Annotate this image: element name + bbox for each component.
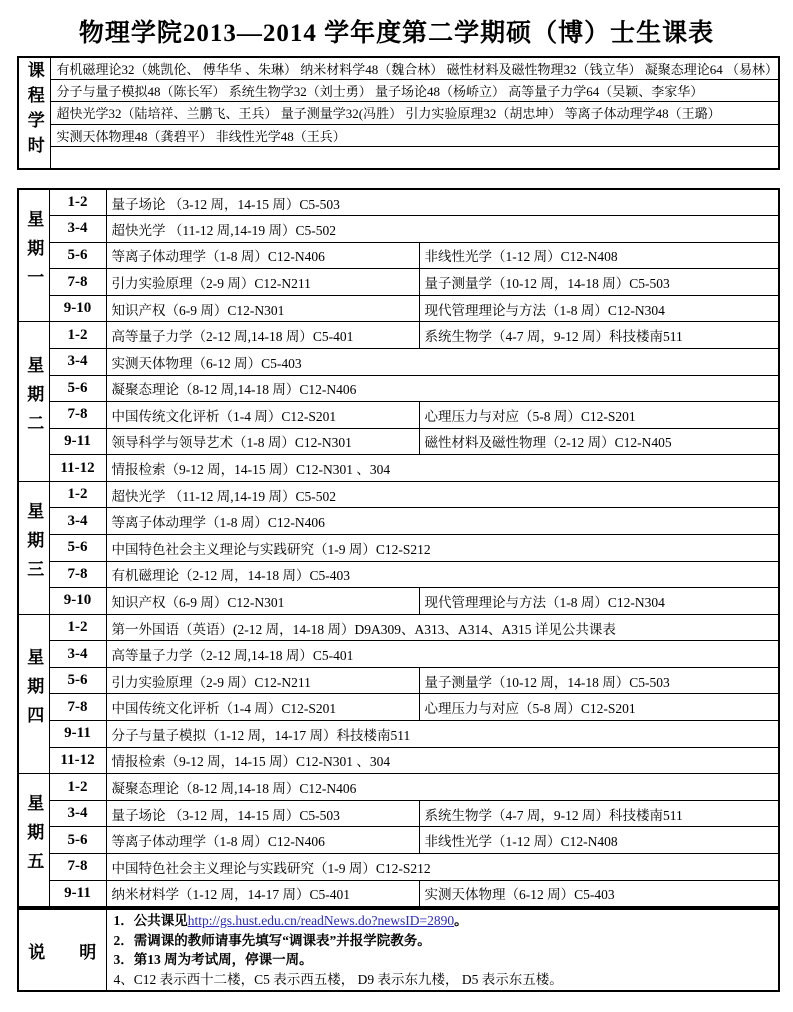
note-line-1 [114,911,775,931]
note-1-prefix: 1．公共课见 [113,913,188,928]
course-cell: 第一外国语（英语）(2-12 周，14-18 周）D9A309、A313、A314、A315 详见公共课表 [106,614,779,641]
day-cell-thursday [18,614,49,773]
course-cell: 中国传统文化评析（1-4 周）C12-S201 [106,402,419,429]
period-cell: 9-11 [49,880,106,907]
period-cell: 9-10 [49,295,106,322]
course-cell: 凝聚态理论（8-12 周,14-18 周）C12-N406 [106,774,779,801]
table-row [18,694,779,721]
table-row [18,124,779,146]
table-row [18,747,779,774]
course-cell: 有机磁理论（2-12 周，14-18 周）C5-403 [106,561,779,588]
course-hours-row: 分子与量子模拟48（陈长军） 系统生物学32（刘士勇） 量子场论48（杨峤立） 高等量子力学64（吴颖、李家华） [50,79,779,101]
period-cell: 3-4 [49,508,106,535]
day-label: 星期四 [24,647,44,735]
course-cell: 实测天体物理（6-12 周）C5-403 [419,880,779,907]
course-cell: 凝聚态理论（8-12 周,14-18 周）C12-N406 [106,375,779,402]
day-label: 星期五 [24,794,44,882]
course-hours-header-cell [18,57,50,169]
course-cell: 心理压力与对应（5-8 周）C12-S201 [419,694,779,721]
course-cell: 纳米材料学（1-12 周，14-17 周）C5-401 [106,880,419,907]
course-hours-row [50,147,779,169]
public-course-link[interactable]: http://gs.hust.edu.cn/readNews.do?newsID=2890 [187,913,455,928]
course-cell: 等离子体动理学（1-8 周）C12-N406 [106,827,419,854]
table-row [18,909,779,991]
course-cell: 量子场论 （3-12 周，14-15 周）C5-503 [106,800,419,827]
table-row [18,79,779,101]
period-cell: 5-6 [49,375,106,402]
course-cell: 现代管理理论与方法（1-8 周）C12-N304 [419,295,779,322]
course-cell: 知识产权（6-9 周）C12-N301 [106,588,419,615]
course-cell: 等离子体动理学（1-8 周）C12-N406 [106,242,419,269]
table-row [18,375,779,402]
table-row [18,721,779,748]
notes-table [17,908,780,992]
period-cell: 9-10 [49,588,106,615]
table-row [18,147,779,169]
course-cell: 中国特色社会主义理论与实践研究（1-9 周）C12-S212 [106,853,779,880]
course-cell: 磁性材料及磁性物理（2-12 周）C12-N405 [419,428,779,455]
course-cell: 现代管理理论与方法（1-8 周）C12-N304 [419,588,779,615]
note-line-4: 4、C12 表示西十二楼，C5 表示西五楼， D9 表示东九楼， D5 表示东五楼。 [113,971,563,987]
table-row [18,57,779,79]
course-cell: 非线性光学（1-12 周）C12-N408 [419,242,779,269]
course-cell: 知识产权（6-9 周）C12-N301 [106,295,419,322]
table-row [18,402,779,429]
day-cell-friday [18,774,49,907]
period-cell: 7-8 [49,561,106,588]
table-row [18,561,779,588]
table-row [18,242,779,269]
table-row [18,800,779,827]
course-hours-header: 课程学时 [24,60,44,161]
period-cell: 3-4 [49,641,106,668]
course-cell: 引力实验原理（2-9 周）C12-N211 [106,269,419,296]
day-label: 星期三 [24,501,44,589]
note-1-suffix: 。 [454,913,468,928]
page-title: 物理学院2013—2014 学年度第二学期硕（博）士生课表 [78,20,715,47]
period-cell: 1-2 [49,481,106,508]
period-cell: 5-6 [49,535,106,562]
period-cell: 1-2 [49,614,106,641]
table-row [18,774,779,801]
table-row [18,614,779,641]
period-cell: 7-8 [49,853,106,880]
course-cell: 中国特色社会主义理论与实践研究（1-9 周）C12-S212 [106,535,779,562]
table-row [18,269,779,296]
period-cell: 11-12 [49,455,106,482]
note-line-2: 2．需调课的教师请事先填写“调课表”并报学院教务。 [113,932,431,948]
course-hours-row: 有机磁理论32（姚凯伦、 傅华华 、朱琳） 纳米材料学48（魏合林） 磁性材料及磁性物理32（钱立华） 凝聚态理论64 （易林） [50,57,779,79]
notes-label-cell [18,909,106,991]
day-cell-tuesday [18,322,49,481]
table-row [18,641,779,668]
course-cell: 心理压力与对应（5-8 周）C12-S201 [419,402,779,429]
course-cell: 等离子体动理学（1-8 周）C12-N406 [106,508,779,535]
period-cell: 1-2 [49,189,106,216]
period-cell: 3-4 [49,348,106,375]
day-label: 星期二 [24,355,44,443]
course-cell: 超快光学 （11-12 周,14-19 周）C5-502 [106,216,779,243]
course-cell: 量子场论 （3-12 周，14-15 周）C5-503 [106,189,779,216]
course-cell: 非线性光学（1-12 周）C12-N408 [419,827,779,854]
period-cell: 7-8 [49,269,106,296]
period-cell: 5-6 [49,242,106,269]
table-row [18,588,779,615]
course-cell: 高等量子力学（2-12 周,14-18 周）C5-401 [106,641,779,668]
day-cell-wednesday [18,481,49,614]
period-cell: 9-11 [49,428,106,455]
period-cell: 3-4 [49,216,106,243]
table-row [18,455,779,482]
course-cell: 量子测量学（10-12 周，14-18 周）C5-503 [419,269,779,296]
course-cell: 实测天体物理（6-12 周）C5-403 [106,348,779,375]
course-hours-row: 实测天体物理48（龚碧平） 非线性光学48（王兵） [50,124,779,146]
table-row [18,508,779,535]
schedule-table [17,188,780,908]
notes-content-cell [106,909,779,991]
course-cell: 情报检索（9-12 周，14-15 周）C12-N301 、304 [106,747,779,774]
table-row [18,348,779,375]
table-row [18,322,779,349]
table-row [18,189,779,216]
period-cell: 9-11 [49,721,106,748]
period-cell: 7-8 [49,402,106,429]
table-row [18,102,779,124]
course-cell: 高等量子力学（2-12 周,14-18 周）C5-401 [106,322,419,349]
table-row [18,535,779,562]
period-cell: 1-2 [49,322,106,349]
course-hours-table [17,56,780,170]
course-cell: 引力实验原理（2-9 周）C12-N211 [106,667,419,694]
table-row [18,295,779,322]
table-row [18,667,779,694]
course-hours-row: 超快光学32（陆培祥、兰鹏飞、王兵） 量子测量学32(冯胜） 引力实验原理32（胡忠坤） 等离子体动理学48（王璐） [50,102,779,124]
table-row [18,481,779,508]
course-cell: 情报检索（9-12 周，14-15 周）C12-N301 、304 [106,455,779,482]
period-cell: 5-6 [49,667,106,694]
period-cell: 3-4 [49,800,106,827]
table-row [18,428,779,455]
period-cell: 1-2 [49,774,106,801]
period-cell: 5-6 [49,827,106,854]
day-cell-monday [18,189,49,322]
course-cell: 分子与量子模拟（1-12 周，14-17 周）科技楼南511 [106,721,779,748]
notes-label: 说 明 [28,942,97,962]
course-cell: 系统生物学（4-7 周，9-12 周）科技楼南511 [419,322,779,349]
course-cell: 领导科学与领导艺术（1-8 周）C12-N301 [106,428,419,455]
course-cell: 中国传统文化评析（1-4 周）C12-S201 [106,694,419,721]
table-row [18,880,779,907]
note-line-3: 3．第13 周为考试周，停课一周。 [113,952,313,967]
period-cell: 7-8 [49,694,106,721]
table-row [18,827,779,854]
course-cell: 系统生物学（4-7 周，9-12 周）科技楼南511 [419,800,779,827]
course-cell: 超快光学 （11-12 周,14-19 周）C5-502 [106,481,779,508]
day-label: 星期一 [24,209,44,297]
period-cell: 11-12 [49,747,106,774]
course-cell: 量子测量学（10-12 周，14-18 周）C5-503 [419,667,779,694]
table-row [18,216,779,243]
table-row [18,853,779,880]
